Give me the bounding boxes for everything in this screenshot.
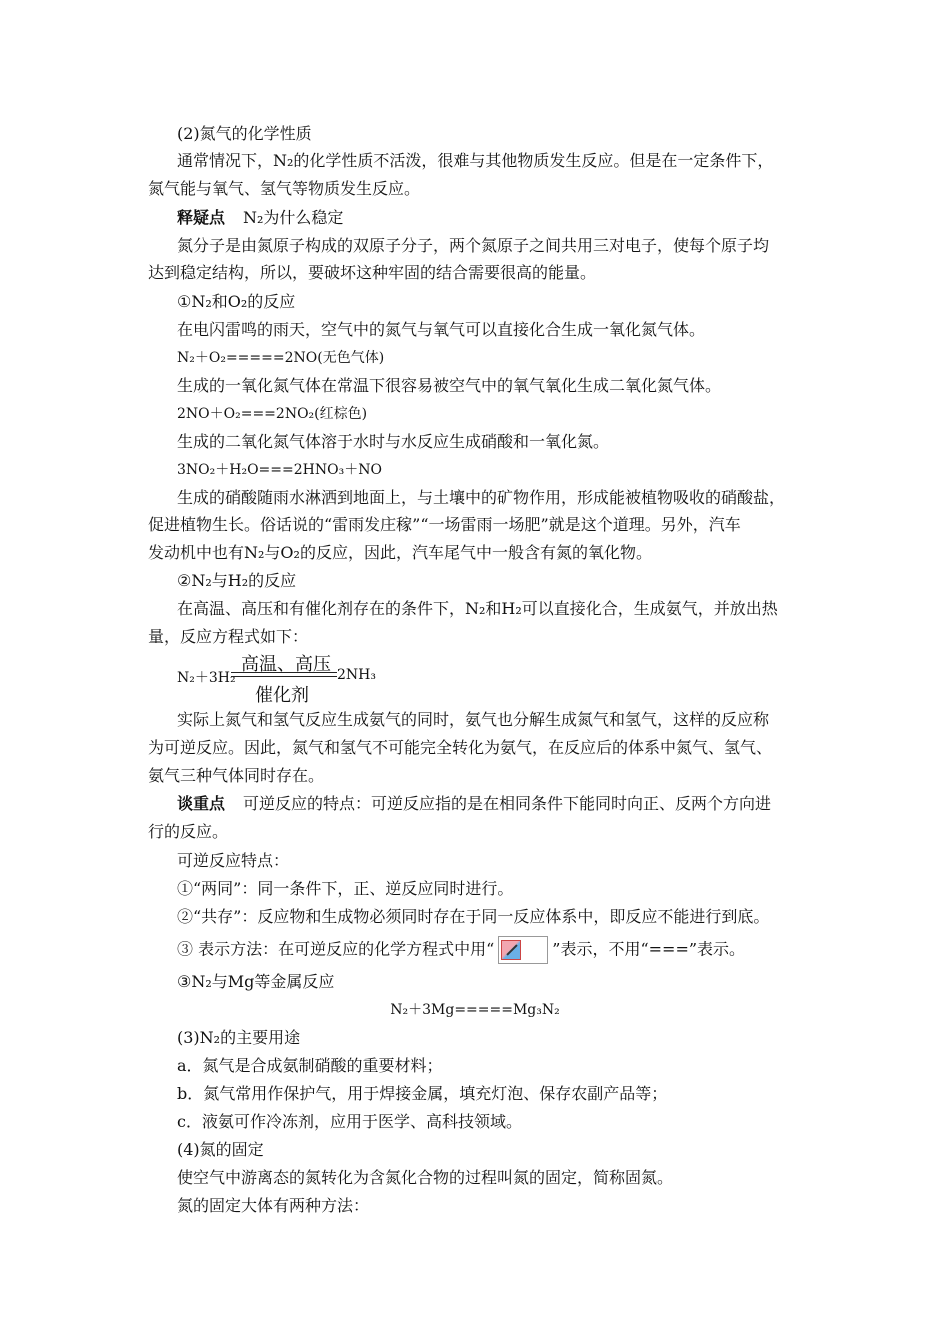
- list-heading: 可逆反应特点：: [177, 851, 290, 870]
- chemical-equation: N₂＋O₂=====2NO(无色气体): [177, 350, 385, 366]
- paragraph-line: 使空气中游离态的氮转化为含氮化合物的过程叫氮的固定，简称固氮。: [177, 1168, 674, 1187]
- list-item-text: ”表示，不用“===”表示。: [552, 939, 746, 959]
- paragraph-line: 氮的固定大体有两种方法：: [177, 1196, 370, 1215]
- broken-image-icon: [501, 940, 521, 960]
- reversible-equation: [177, 650, 497, 706]
- equation-products: 2NH₃: [337, 667, 376, 683]
- list-item-text: ③ 表示方法：在可逆反应的化学方程式中用“: [177, 939, 495, 959]
- chemical-equation: 2NO＋O₂===2NO₂(红棕色): [177, 406, 368, 422]
- equation-reactants: N₂＋3H₂: [177, 670, 236, 686]
- list-item: ①“两同”：同一条件下，正、逆反应同时进行。: [177, 879, 514, 898]
- reversible-arrow-forward: [231, 672, 337, 673]
- note-text: 可逆反应的特点：可逆反应指的是在相同条件下能同时向正、反两个方向进: [243, 794, 772, 813]
- chemical-equation: 3NO₂＋H₂O===2HNO₃＋NO: [177, 462, 382, 478]
- paragraph-line: 氨气三种气体同时存在。: [148, 766, 325, 785]
- paragraph-line: 在电闪雷鸣的雨天，空气中的氮气与氧气可以直接化合生成一氧化氮气体。: [177, 320, 706, 339]
- note-line: [177, 794, 771, 814]
- note-label: 释疑点: [177, 208, 226, 227]
- reversible-arrow-backward: [231, 676, 337, 677]
- note-line: [177, 208, 343, 228]
- paragraph-line: 发动机中也有N₂与O₂的反应，因此，汽车尾气中一般含有氮的氧化物。: [148, 543, 652, 562]
- section-heading-nitrogen-fixation: (4)氮的固定: [177, 1140, 264, 1159]
- list-item: a．氮气是合成氨制硝酸的重要材料；: [177, 1056, 443, 1075]
- paragraph-line: 量，反应方程式如下：: [148, 627, 309, 646]
- paragraph-line: 促进植物生长。俗话说的“雷雨发庄稼”“一场雷雨一场肥”就是这个道理。另外，汽车: [148, 515, 741, 534]
- equation-condition-top: 高温、高压: [241, 654, 331, 675]
- chemical-equation-centered: N₂＋3Mg=====Mg₃N₂: [390, 1002, 560, 1018]
- paragraph-line: 行的反应。: [148, 822, 229, 841]
- section-heading-chemical-properties: (2)氮气的化学性质: [177, 124, 312, 143]
- paragraph-line: 生成的一氧化氮气体在常温下很容易被空气中的氧气氧化生成二氧化氮气体。: [177, 376, 722, 395]
- paragraph-line: 生成的硝酸随雨水淋洒到地面上，与土壤中的矿物作用，形成能被植物吸收的硝酸盐，: [177, 488, 786, 507]
- paragraph-line: 生成的二氧化氮气体溶于水时与水反应生成硝酸和一氧化氮。: [177, 432, 610, 451]
- list-item: ②“共存”：反应物和生成物必须同时存在于同一反应体系中，即反应不能进行到底。: [177, 907, 770, 926]
- section-heading-uses: (3)N₂的主要用途: [177, 1028, 301, 1047]
- paragraph-line: 实际上氮气和氢气反应生成氨气的同时，氨气也分解生成氮气和氢气，这样的反应称: [177, 710, 770, 729]
- list-item: b．氮气常用作保护气，用于焊接金属，填充灯泡、保存农副产品等；: [177, 1084, 668, 1103]
- reversible-symbol-image: [498, 936, 548, 964]
- paragraph-line: 通常情况下，N₂的化学性质不活泼，很难与其他物质发生反应。但是在一定条件下，: [177, 151, 774, 170]
- list-item: [177, 936, 745, 964]
- subheading: ②N₂与H₂的反应: [177, 571, 297, 590]
- subheading: ③N₂与Mg等金属反应: [177, 972, 335, 991]
- note-text: N₂为什么稳定: [243, 208, 344, 227]
- equation-condition-bottom: 催化剂: [255, 685, 309, 706]
- paragraph-line: 在高温、高压和有催化剂存在的条件下，N₂和H₂可以直接化合，生成氨气，并放出热: [177, 599, 778, 618]
- paragraph-line: 为可逆反应。因此，氮气和氢气不可能完全转化为氨气，在反应后的体系中氮气、氢气、: [148, 738, 773, 757]
- paragraph-line: 达到稳定结构，所以，要破坏这种牢固的结合需要很高的能量。: [148, 263, 597, 282]
- list-item: c．液氨可作冷冻剂，应用于医学、高科技领域。: [177, 1112, 522, 1131]
- subheading: ①N₂和O₂的反应: [177, 292, 296, 311]
- paragraph-line: 氮分子是由氮原子构成的双原子分子，两个氮原子之间共用三对电子，使每个原子均: [177, 236, 770, 255]
- note-label: 谈重点: [177, 794, 226, 813]
- paragraph-line: 氮气能与氧气、氢气等物质发生反应。: [148, 179, 421, 198]
